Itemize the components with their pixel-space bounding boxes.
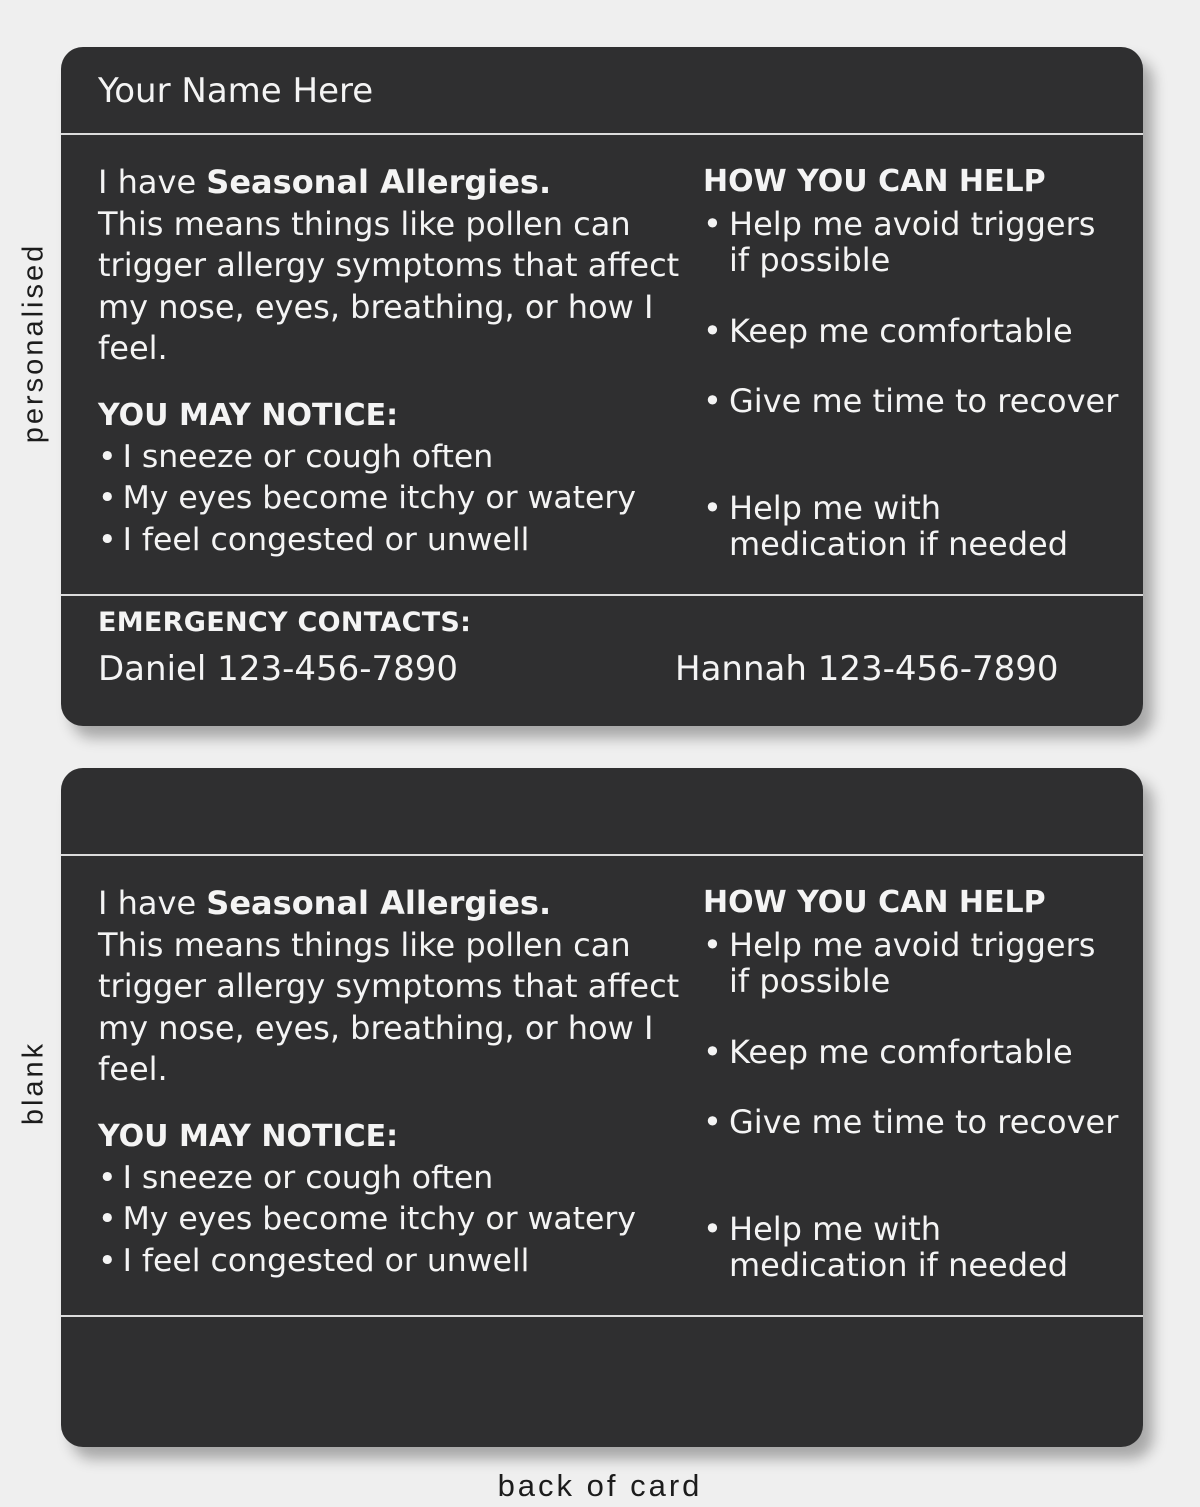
emergency-contact: Daniel 123-456-7890 bbox=[98, 649, 459, 689]
intro-body: This means things like pollen can trigger allergy symptoms that affect my nose, eyes, breathing, or how I feel. bbox=[98, 925, 680, 1088]
bottom-divider bbox=[61, 594, 1143, 596]
top-divider bbox=[61, 133, 1143, 135]
notice-heading: YOU MAY NOTICE: bbox=[98, 1118, 399, 1154]
intro-prefix: I have bbox=[98, 884, 207, 922]
blank-card bbox=[61, 768, 1143, 1447]
help-list bbox=[703, 206, 1123, 562]
help-item: • Help me avoid triggers if possible bbox=[703, 206, 1123, 278]
personalised-label: personalised bbox=[17, 242, 50, 444]
help-item: • Keep me comfortable bbox=[703, 1034, 1123, 1070]
personalised-card bbox=[61, 47, 1143, 726]
help-item: • Help me with medication if needed bbox=[703, 1211, 1123, 1283]
condition-name: Seasonal Allergies. bbox=[206, 163, 552, 201]
emergency-contact: Hannah 123-456-7890 bbox=[675, 649, 1059, 689]
description-column bbox=[98, 883, 688, 1282]
back-of-card-label: back of card bbox=[497, 1468, 703, 1503]
blank-label: blank bbox=[17, 1040, 50, 1126]
notice-list bbox=[98, 1158, 688, 1283]
notice-item: • I feel congested or unwell bbox=[98, 520, 688, 562]
help-item: • Help me with medication if needed bbox=[703, 490, 1123, 562]
notice-item: • My eyes become itchy or watery bbox=[98, 478, 688, 520]
help-heading: HOW YOU CAN HELP bbox=[703, 164, 1046, 199]
name-field: Your Name Here bbox=[98, 71, 374, 111]
intro-body: This means things like pollen can trigger allergy symptoms that affect my nose, eyes, breathing, or how I feel. bbox=[98, 204, 680, 367]
help-item: • Keep me comfortable bbox=[703, 313, 1123, 349]
notice-item: • I sneeze or cough often bbox=[98, 1158, 688, 1200]
condition-name: Seasonal Allergies. bbox=[206, 884, 552, 922]
emergency-heading: EMERGENCY CONTACTS: bbox=[98, 607, 472, 638]
notice-item: • I feel congested or unwell bbox=[98, 1241, 688, 1283]
notice-item: • I sneeze or cough often bbox=[98, 437, 688, 479]
top-divider bbox=[61, 854, 1143, 856]
help-column bbox=[703, 883, 1123, 1283]
intro-text bbox=[98, 162, 688, 370]
help-item: • Give me time to recover bbox=[703, 383, 1123, 455]
help-item: • Give me time to recover bbox=[703, 1104, 1123, 1176]
notice-item: • My eyes become itchy or watery bbox=[98, 1199, 688, 1241]
intro-text bbox=[98, 883, 688, 1091]
help-item: • Help me avoid triggers if possible bbox=[703, 927, 1123, 999]
intro-prefix: I have bbox=[98, 163, 207, 201]
notice-heading: YOU MAY NOTICE: bbox=[98, 397, 399, 433]
bottom-divider bbox=[61, 1315, 1143, 1317]
notice-list bbox=[98, 437, 688, 562]
description-column bbox=[98, 162, 688, 561]
help-heading: HOW YOU CAN HELP bbox=[703, 885, 1046, 920]
help-list bbox=[703, 927, 1123, 1283]
help-column bbox=[703, 162, 1123, 562]
